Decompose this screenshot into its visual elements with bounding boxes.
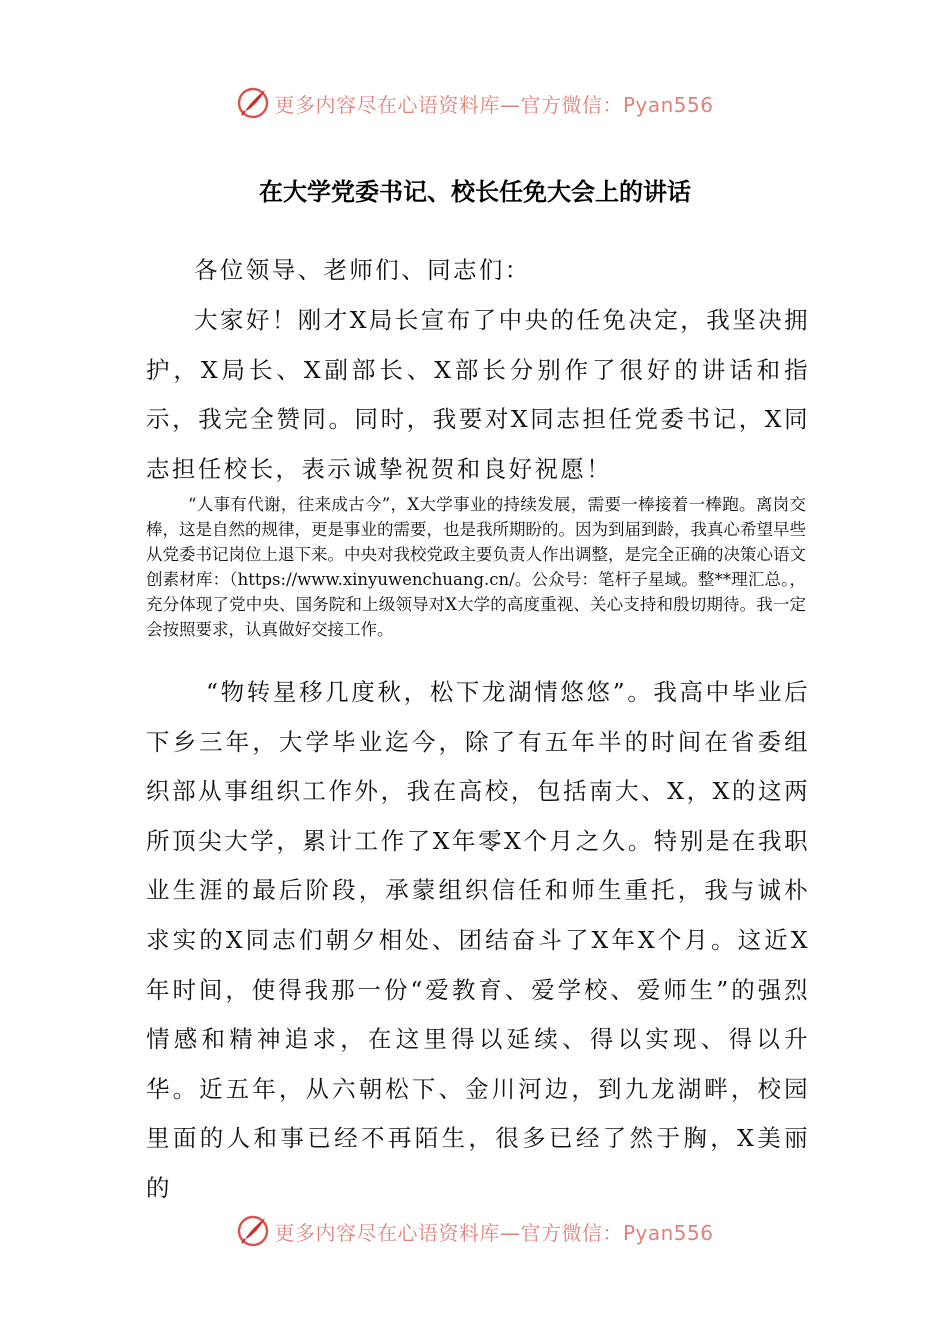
paragraph-opening: 大家好！刚才X局长宣布了中央的任免决定，我坚决拥护，X局长、X副部长、X部长分别作了很好的讲话和指示，我完全赞同。同时，我要对X同志担任党委书记，X同志担任校长，表示诚挚祝贺和良好祝愿！ bbox=[146, 306, 810, 483]
greeting: 各位领导、老师们、同志们： bbox=[194, 256, 531, 284]
quill-logo-icon bbox=[236, 86, 270, 120]
footer-banner bbox=[0, 1206, 950, 1256]
header-banner bbox=[0, 78, 950, 128]
paragraph-handover: “人事有代谢，往来成古今”，X大学事业的持续发展，需要一棒接着一棒跑。离岗交棒，这是自然的规律，更是事业的需要，也是我所期盼的。因为到届到龄，我真心希望早些从党委书记岗位上退下来。中央对我校党政主要负责人作出调整，是完全正确的决策心语文创素材库：（https://www.xinyuwenchuang.cn/。公众号：笔杆子星域。整**理汇总。，充分体现了党中央、国务院和上级领导对X大学的高度重视、关心支持和殷切期待。我一定会按照要求，认真做好交接工作。 bbox=[146, 495, 806, 639]
quill-logo-icon bbox=[236, 1214, 270, 1248]
banner-text: 更多内容尽在心语资料库—官方微信：Pyan556 bbox=[274, 1220, 714, 1245]
document-title: 在大学党委书记、校长任免大会上的讲话 bbox=[259, 178, 691, 206]
banner-text: 更多内容尽在心语资料库—官方微信：Pyan556 bbox=[274, 92, 714, 117]
paragraph-career: “物转星移几度秋，松下龙湖情悠悠”。我高中毕业后下乡三年，大学毕业迄今，除了有五年半的时间在省委组织部从事组织工作外，我在高校，包括南大、X，X的这两所顶尖大学，累计工作了X年零X个月之久。特别是在我职业生涯的最后阶段，承蒙组织信任和师生重托，我与诚朴求实的X同志们朝夕相处、团结奋斗了X年X个月。这近X年时间，使得我那一份“爱教育、爱学校、爱师生”的强烈情感和精神追求，在这里得以延续、得以实现、得以升华。近五年，从六朝松下、金川河边，到九龙湖畔，校园里面的人和事已经不再陌生，很多已经了然于胸，X美丽的 bbox=[146, 678, 810, 1202]
